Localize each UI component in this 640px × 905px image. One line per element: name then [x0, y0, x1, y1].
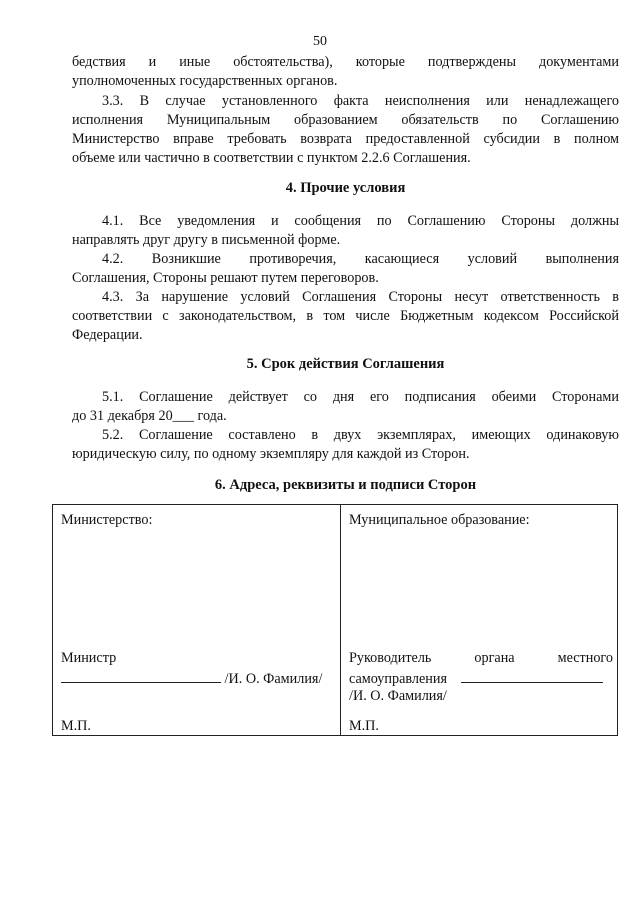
section-5-title: 5. Срок действия Соглашения — [246, 356, 445, 372]
section-5-body: 5.1. Соглашение действует со дня его подписания обеими Сторонами до 31 декабря 20___ года. 5.2. Соглашение составлено в двух экземплярах, имеющих одинаковую юридическую силу, по одному экземпляру для каждой из Сторон. — [72, 389, 619, 462]
paragraph-continuation: бедствия и иные обстоятельства), которые подтверждены документами уполномоченных государственных органов. — [72, 54, 619, 89]
municipality-stamp: М.П. — [349, 718, 379, 734]
paragraph-4-2: 4.2. Возникшие противоречия, касающиеся условий выполнения — [102, 251, 619, 267]
page-number: 50 — [313, 34, 327, 49]
paragraph-5-1: 5.1. Соглашение действует со дня его подписания обеими Сторонами — [102, 389, 619, 405]
municipality-role: Руководитель органа местного — [349, 650, 613, 666]
municipality-signature-name: /И. О. Фамилия/ — [349, 688, 447, 704]
signature-blank — [61, 668, 221, 683]
paragraph-5-2: 5.2. Соглашение составлено в двух экземплярах, имеющих одинаковую — [102, 427, 619, 443]
municipality-header: Муниципальное образование: — [349, 512, 530, 528]
section-6-title: 6. Адреса, реквизиты и подписи Сторон — [214, 477, 477, 493]
ministry-signature-line — [61, 668, 336, 689]
municipality-role-line2: самоуправления — [349, 668, 613, 689]
signature-blank — [461, 668, 603, 683]
section-4-body: 4.1. Все уведомления и сообщения по Соглашению Стороны должны направлять друг другу в письменной форме. 4.2. Возникшие противоречия, касающиеся условий выполнения Соглашения, Стороны решают путем переговоров. 4.3. За нарушение условий Соглашения Стороны несут ответственность в соответствии с законодательством, в том числе Бюджетным кодексом Российской Федерации. — [72, 213, 619, 343]
signatures-table — [52, 504, 618, 736]
paragraph-4-1: 4.1. Все уведомления и сообщения по Соглашению Стороны должны — [102, 213, 619, 229]
table-divider — [340, 505, 341, 735]
ministry-stamp: М.П. — [61, 718, 91, 734]
ministry-role: Министр — [61, 650, 117, 666]
ministry-header: Министерство: — [61, 512, 153, 528]
paragraph-4-3: 4.3. За нарушение условий Соглашения Стороны несут ответственность в — [102, 289, 619, 305]
ministry-signature-name: /И. О. Фамилия/ — [224, 671, 323, 687]
paragraph-3-3: 3.3. В случае установленного факта неисполнения или ненадлежащего исполнения Муниципальным образованием обязательств по Соглашению Министерство вправе требовать возврата предоставленной субсидии в полном объеме или частично в соответствии с пунктом 2.2.6 Соглашения. — [72, 93, 619, 166]
section-4-title: 4. Прочие условия — [285, 180, 406, 196]
